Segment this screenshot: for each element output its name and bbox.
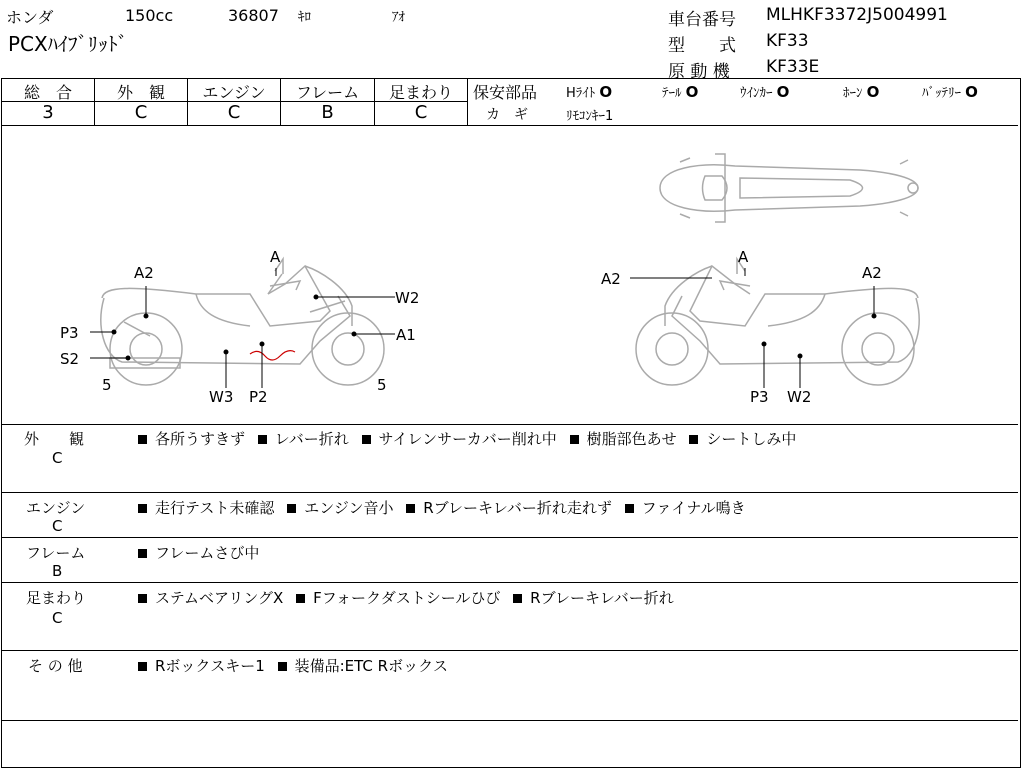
label-w3-left: W3 [209,388,234,406]
damage-diagram [0,126,1024,424]
divider [2,720,1018,721]
grade-title-engine: エンジン [202,83,266,102]
section-items-suspension [138,587,674,608]
label-a-top-right: A [738,248,749,266]
grade-value-overall: 3 [42,102,54,123]
divider [2,424,1018,425]
bullet-icon [287,504,296,513]
divider [2,537,1018,538]
divider [467,78,468,126]
grade-title-overall: 総 合 [23,83,72,102]
type-value: KF33 [766,31,809,51]
grade-title-suspension: 足まわり [388,83,453,102]
section-label-engine: エンジン [26,499,86,517]
finding: Rブレーキレバー折れ [530,589,674,607]
key-label: カ ギ [486,107,528,123]
safety-item-name: ﾎｰﾝ [843,86,863,101]
bullet-icon [278,662,287,671]
section-items-engine [138,497,746,518]
label-a-top-left: A [270,248,281,266]
divider [2,582,1018,583]
safety-item-horn [843,82,879,101]
section-grade-frame: B [52,562,63,580]
engine-value: KF33E [766,57,820,77]
section-grade-exterior: C [52,449,63,467]
bullet-icon [406,504,415,513]
safety-item-name: ﾃｰﾙ [662,86,682,101]
section-label-frame: フレーム [26,544,86,562]
damage-mark [250,351,295,360]
finding: 樹脂部色あせ [586,430,677,448]
bullet-icon [138,549,147,558]
key-value: ﾘﾓｺﾝｷｰ1 [566,109,614,124]
safety-item-winker [740,82,789,101]
scooter-top-view-icon [660,154,918,222]
mileage: 36807 [228,6,279,25]
mileage-unit: ｷﾛ [298,10,311,25]
label-w2-left: W2 [395,289,420,307]
bullet-icon [258,435,267,444]
finding: エンジン音小 [304,499,394,517]
safety-mark: O [685,83,699,101]
color: ｱｵ [392,10,405,25]
safety-label: 保安部品 [473,83,538,102]
section-grade-suspension: C [52,609,63,627]
bullet-icon [513,594,522,603]
displacement: 150cc [125,6,174,25]
frame-no-label: 車台番号 [668,10,736,30]
safety-mark: O [965,83,978,101]
bullet-icon [138,435,147,444]
safety-item-name: ｳｲﾝｶｰ [740,86,773,101]
label-p3-right: P3 [750,388,769,406]
label-a2-right-rear: A2 [862,264,882,282]
label-a2-right-front: A2 [601,270,621,288]
safety-item-name: Hﾗｲﾄ [566,86,596,101]
section-label-suspension: 足まわり [26,589,87,607]
finding: フレームさび中 [155,544,260,562]
engine-label: 原 動 機 [668,62,730,82]
model-name: PCXﾊｲﾌﾞﾘｯﾄﾞ [8,32,128,56]
finding: シートしみ中 [706,430,797,448]
section-items-exterior [138,428,796,449]
label-a1-left: A1 [396,326,416,344]
bullet-icon [625,504,634,513]
section-items-other [138,655,448,676]
section-label-exterior: 外 観 [24,430,85,448]
bullet-icon [362,435,371,444]
bullet-icon [138,662,147,671]
finding: ファイナル鳴き [641,499,746,517]
grade-value-engine: C [227,102,241,123]
finding: Fフォークダストシールひび [313,589,501,607]
bullet-icon [296,594,305,603]
grade-value-frame: B [321,102,334,123]
type-label: 型 式 [668,36,736,56]
section-items-frame [138,542,259,563]
label-s2-left: S2 [60,350,80,368]
maker: ホンダ [6,8,54,27]
finding: 各所うすきず [155,430,246,448]
label-five-right: 5 [377,376,387,394]
grade-title-exterior: 外 観 [116,83,165,102]
divider [2,492,1018,493]
grade-value-suspension: C [414,102,428,123]
section-grade-engine: C [52,517,63,535]
safety-mark: O [866,83,880,101]
bullet-icon [689,435,698,444]
finding: 装備品:ETC Rボックス [294,657,448,675]
safety-item-tail [662,82,698,101]
safety-mark: O [599,83,613,101]
label-p3-left: P3 [60,324,79,342]
safety-item-headlight [566,82,612,101]
safety-item-name: ﾊﾞｯﾃﾘｰ [922,86,961,101]
finding: ステムベアリングX [155,589,284,607]
safety-mark: O [776,83,790,101]
label-a2-left: A2 [134,264,154,282]
grade-title-frame: フレーム [295,83,360,102]
label-w2-right: W2 [787,388,812,406]
finding: Rボックスキー1 [155,657,265,675]
finding: レバー折れ [274,430,349,448]
grade-value-exterior: C [134,102,148,123]
bullet-icon [570,435,579,444]
frame-no: MLHKF3372J5004991 [766,5,948,25]
safety-item-battery [922,82,978,101]
divider [2,650,1018,651]
finding: Rブレーキレバー折れ走れず [423,499,612,517]
bullet-icon [138,504,147,513]
label-p2-left: P2 [249,388,268,406]
label-five-left: 5 [102,376,112,394]
section-label-other: そ の 他 [28,657,83,675]
bullet-icon [138,594,147,603]
finding: サイレンサーカバー削れ中 [378,430,557,448]
finding: 走行テスト未確認 [155,499,275,517]
